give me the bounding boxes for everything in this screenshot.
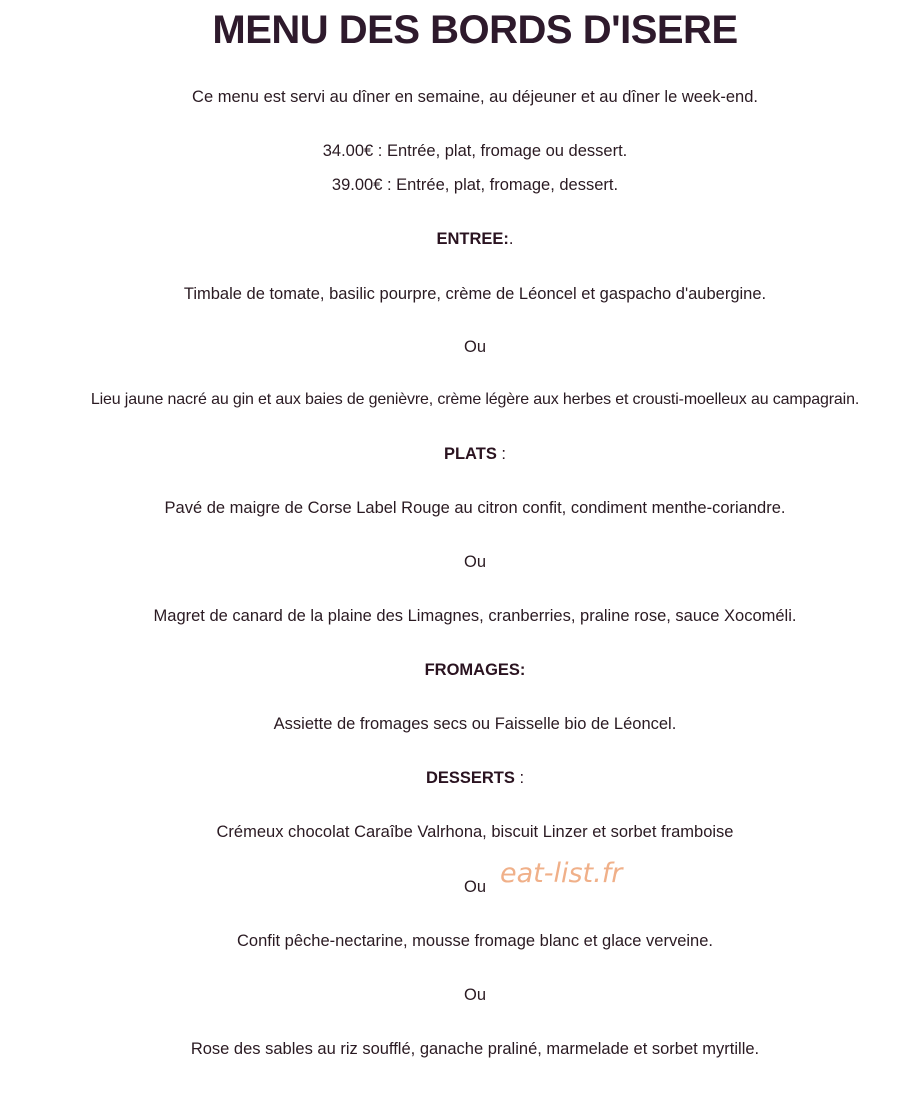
price-option-2: 39.00€ : Entrée, plat, fromage, dessert. (331, 176, 619, 194)
entree-heading-text: ENTREE: (436, 230, 509, 248)
menu-intro: Ce menu est servi au dîner en semaine, au déjeuner et au dîner le week-end. (192, 88, 758, 106)
entree-item-2: Lieu jaune nacré au gin et aux baies de genièvre, crème légère aux herbes et crousti-moelleux au campagrain. (90, 391, 860, 408)
separator-ou: Ou (463, 986, 486, 1004)
fromages-item-1: Assiette de fromages secs ou Faisselle bio de Léoncel. (273, 715, 677, 733)
section-heading-desserts (0, 767, 897, 789)
plats-heading-suffix: : (496, 445, 507, 463)
watermark-logo: eat-list.fr (500, 858, 623, 889)
menu-title: MENU DES BORDS D'ISERE (212, 8, 738, 52)
separator-ou: Ou (463, 878, 486, 896)
entree-item-1: Timbale de tomate, basilic pourpre, crème de Léoncel et gaspacho d'aubergine. (183, 285, 767, 303)
separator-ou: Ou (463, 553, 486, 571)
desserts-heading-text: DESSERTS (425, 769, 515, 787)
plats-item-1: Pavé de maigre de Corse Label Rouge au citron confit, condiment menthe-coriandre. (164, 499, 786, 517)
price-option-1: 34.00€ : Entrée, plat, fromage ou dessert. (322, 142, 628, 160)
desserts-item-2: Confit pêche-nectarine, mousse fromage blanc et glace verveine. (236, 932, 713, 950)
plats-item-2: Magret de canard de la plaine des Limagnes, cranberries, praline rose, sauce Xocoméli. (153, 607, 797, 625)
separator-ou: Ou (463, 338, 486, 356)
entree-heading-suffix: . (508, 230, 514, 248)
fromages-heading-text: FROMAGES: (424, 661, 526, 679)
section-heading-fromages (0, 659, 897, 681)
section-heading-plats (0, 443, 897, 465)
desserts-heading-suffix: : (514, 769, 525, 787)
desserts-item-1: Crémeux chocolat Caraîbe Valrhona, biscuit Linzer et sorbet framboise (216, 823, 734, 841)
desserts-item-3: Rose des sables au riz soufflé, ganache praliné, marmelade et sorbet myrtille. (190, 1040, 760, 1058)
section-heading-entree (0, 228, 897, 250)
plats-heading-text: PLATS (443, 445, 497, 463)
